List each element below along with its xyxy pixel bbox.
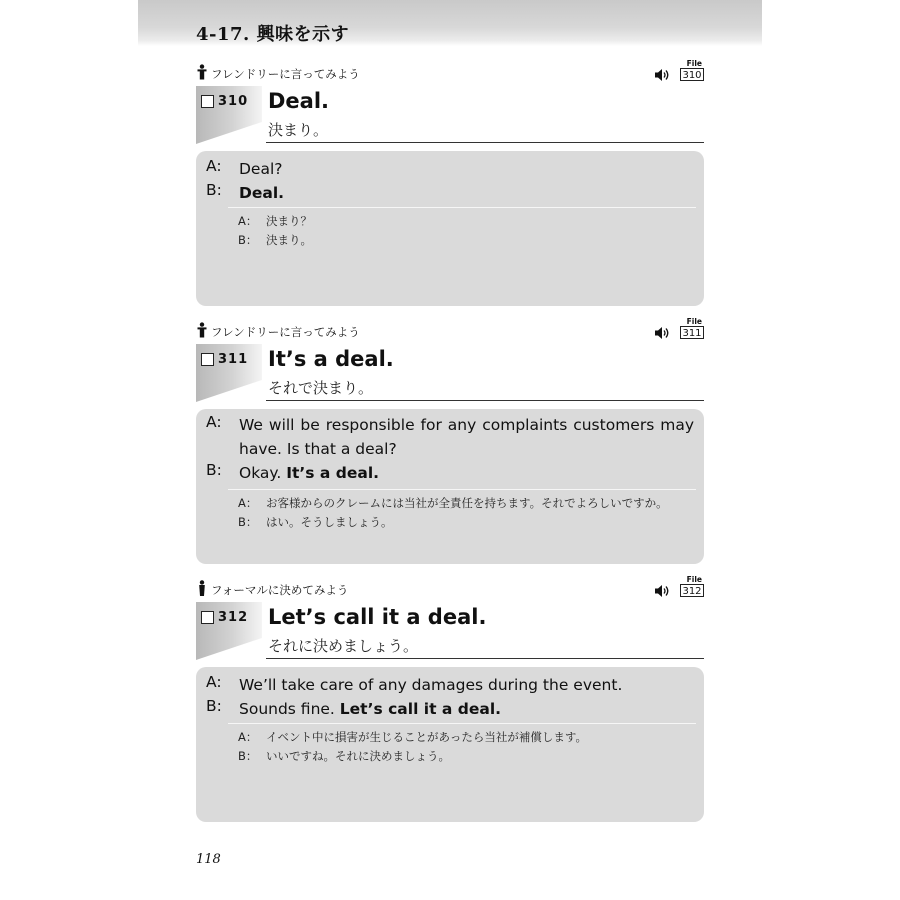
study-checkbox[interactable] [201, 611, 214, 624]
phrase-entry-311 [196, 317, 704, 564]
dialog-speaker: B: [206, 461, 222, 479]
translation-line-b: B： はい。そうしましょう。 [238, 515, 393, 529]
phrase-english: It’s a deal. [268, 347, 394, 371]
file-number: 311 [680, 326, 704, 339]
translation-line-a: A： イベント中に損害が生じることがあったら当社が補償します。 [238, 730, 587, 744]
phrase-underline [266, 658, 704, 659]
file-label: File [686, 317, 702, 326]
phrase-english: Deal. [268, 89, 330, 113]
dialog-text: Deal? [239, 160, 283, 178]
phrase-number: 312 [218, 610, 249, 625]
translation-line-a: A： 決まり？ [238, 214, 312, 228]
dialog-speaker: A: [206, 157, 222, 175]
phrase-japanese: それで決まり。 [268, 379, 374, 397]
dialog-text: We’ll take care of any damages during the event. [239, 676, 623, 694]
phrase-entry-310 [196, 59, 704, 306]
phrase-block [196, 86, 704, 144]
phrase-number: 310 [218, 94, 249, 109]
phrase-underline [266, 142, 704, 143]
context-row [196, 59, 704, 86]
phrase-entry-312 [196, 575, 704, 822]
file-number: 310 [680, 68, 704, 81]
dialog-divider [228, 207, 696, 208]
dialog-divider [228, 723, 696, 724]
audio-track[interactable] [654, 575, 704, 599]
context-row [196, 575, 704, 602]
formal-person-icon [196, 580, 208, 596]
page-number: 118 [196, 852, 221, 867]
audio-track[interactable] [654, 59, 704, 83]
phrase-block [196, 344, 704, 402]
speaker-icon[interactable] [654, 326, 670, 340]
dialog-box [196, 409, 704, 564]
phrase-block [196, 602, 704, 660]
audio-track[interactable] [654, 317, 704, 341]
dialog-speaker: B: [206, 181, 222, 199]
study-checkbox[interactable] [201, 95, 214, 108]
dialog-text: Deal. [239, 184, 285, 202]
casual-person-icon [196, 64, 208, 80]
dialog-speaker: B: [206, 697, 222, 715]
dialog-text: We will be responsible for any complaints customers may have. Is that a deal? [239, 416, 694, 458]
speaker-icon[interactable] [654, 584, 670, 598]
phrase-number: 311 [218, 352, 249, 367]
chapter-header [138, 0, 762, 46]
dialog-text: Okay. It’s a deal. [239, 464, 380, 482]
study-checkbox[interactable] [201, 353, 214, 366]
file-label: File [686, 59, 702, 68]
context-label: フォーマルに決めてみよう [211, 583, 349, 597]
context-label: フレンドリーに言ってみよう [211, 67, 360, 81]
dialog-text: Sounds fine. Let’s call it a deal. [239, 700, 502, 718]
dialog-box [196, 151, 704, 306]
phrase-underline [266, 400, 704, 401]
chapter-title: 4-17. 興味を示す [196, 24, 350, 45]
casual-person-icon [196, 322, 208, 338]
dialog-speaker: A: [206, 413, 222, 431]
phrase-japanese: それに決めましょう。 [268, 637, 419, 655]
speaker-icon[interactable] [654, 68, 670, 82]
context-row [196, 317, 704, 344]
file-number: 312 [680, 584, 704, 597]
book-page [138, 0, 762, 900]
translation-line-b: B： 決まり。 [238, 233, 312, 247]
file-label: File [686, 575, 702, 584]
phrase-english: Let’s call it a deal. [268, 605, 487, 629]
translation-line-a: A： お客様からのクレームには当社が全責任を持ちます。それでよろしいですか。 [238, 496, 668, 510]
dialog-box [196, 667, 704, 822]
dialog-divider [228, 489, 696, 490]
dialog-speaker: A: [206, 673, 222, 691]
context-label: フレンドリーに言ってみよう [211, 325, 360, 339]
translation-line-b: B： いいですね。それに決めましょう。 [238, 749, 450, 763]
phrase-japanese: 決まり。 [268, 121, 329, 139]
